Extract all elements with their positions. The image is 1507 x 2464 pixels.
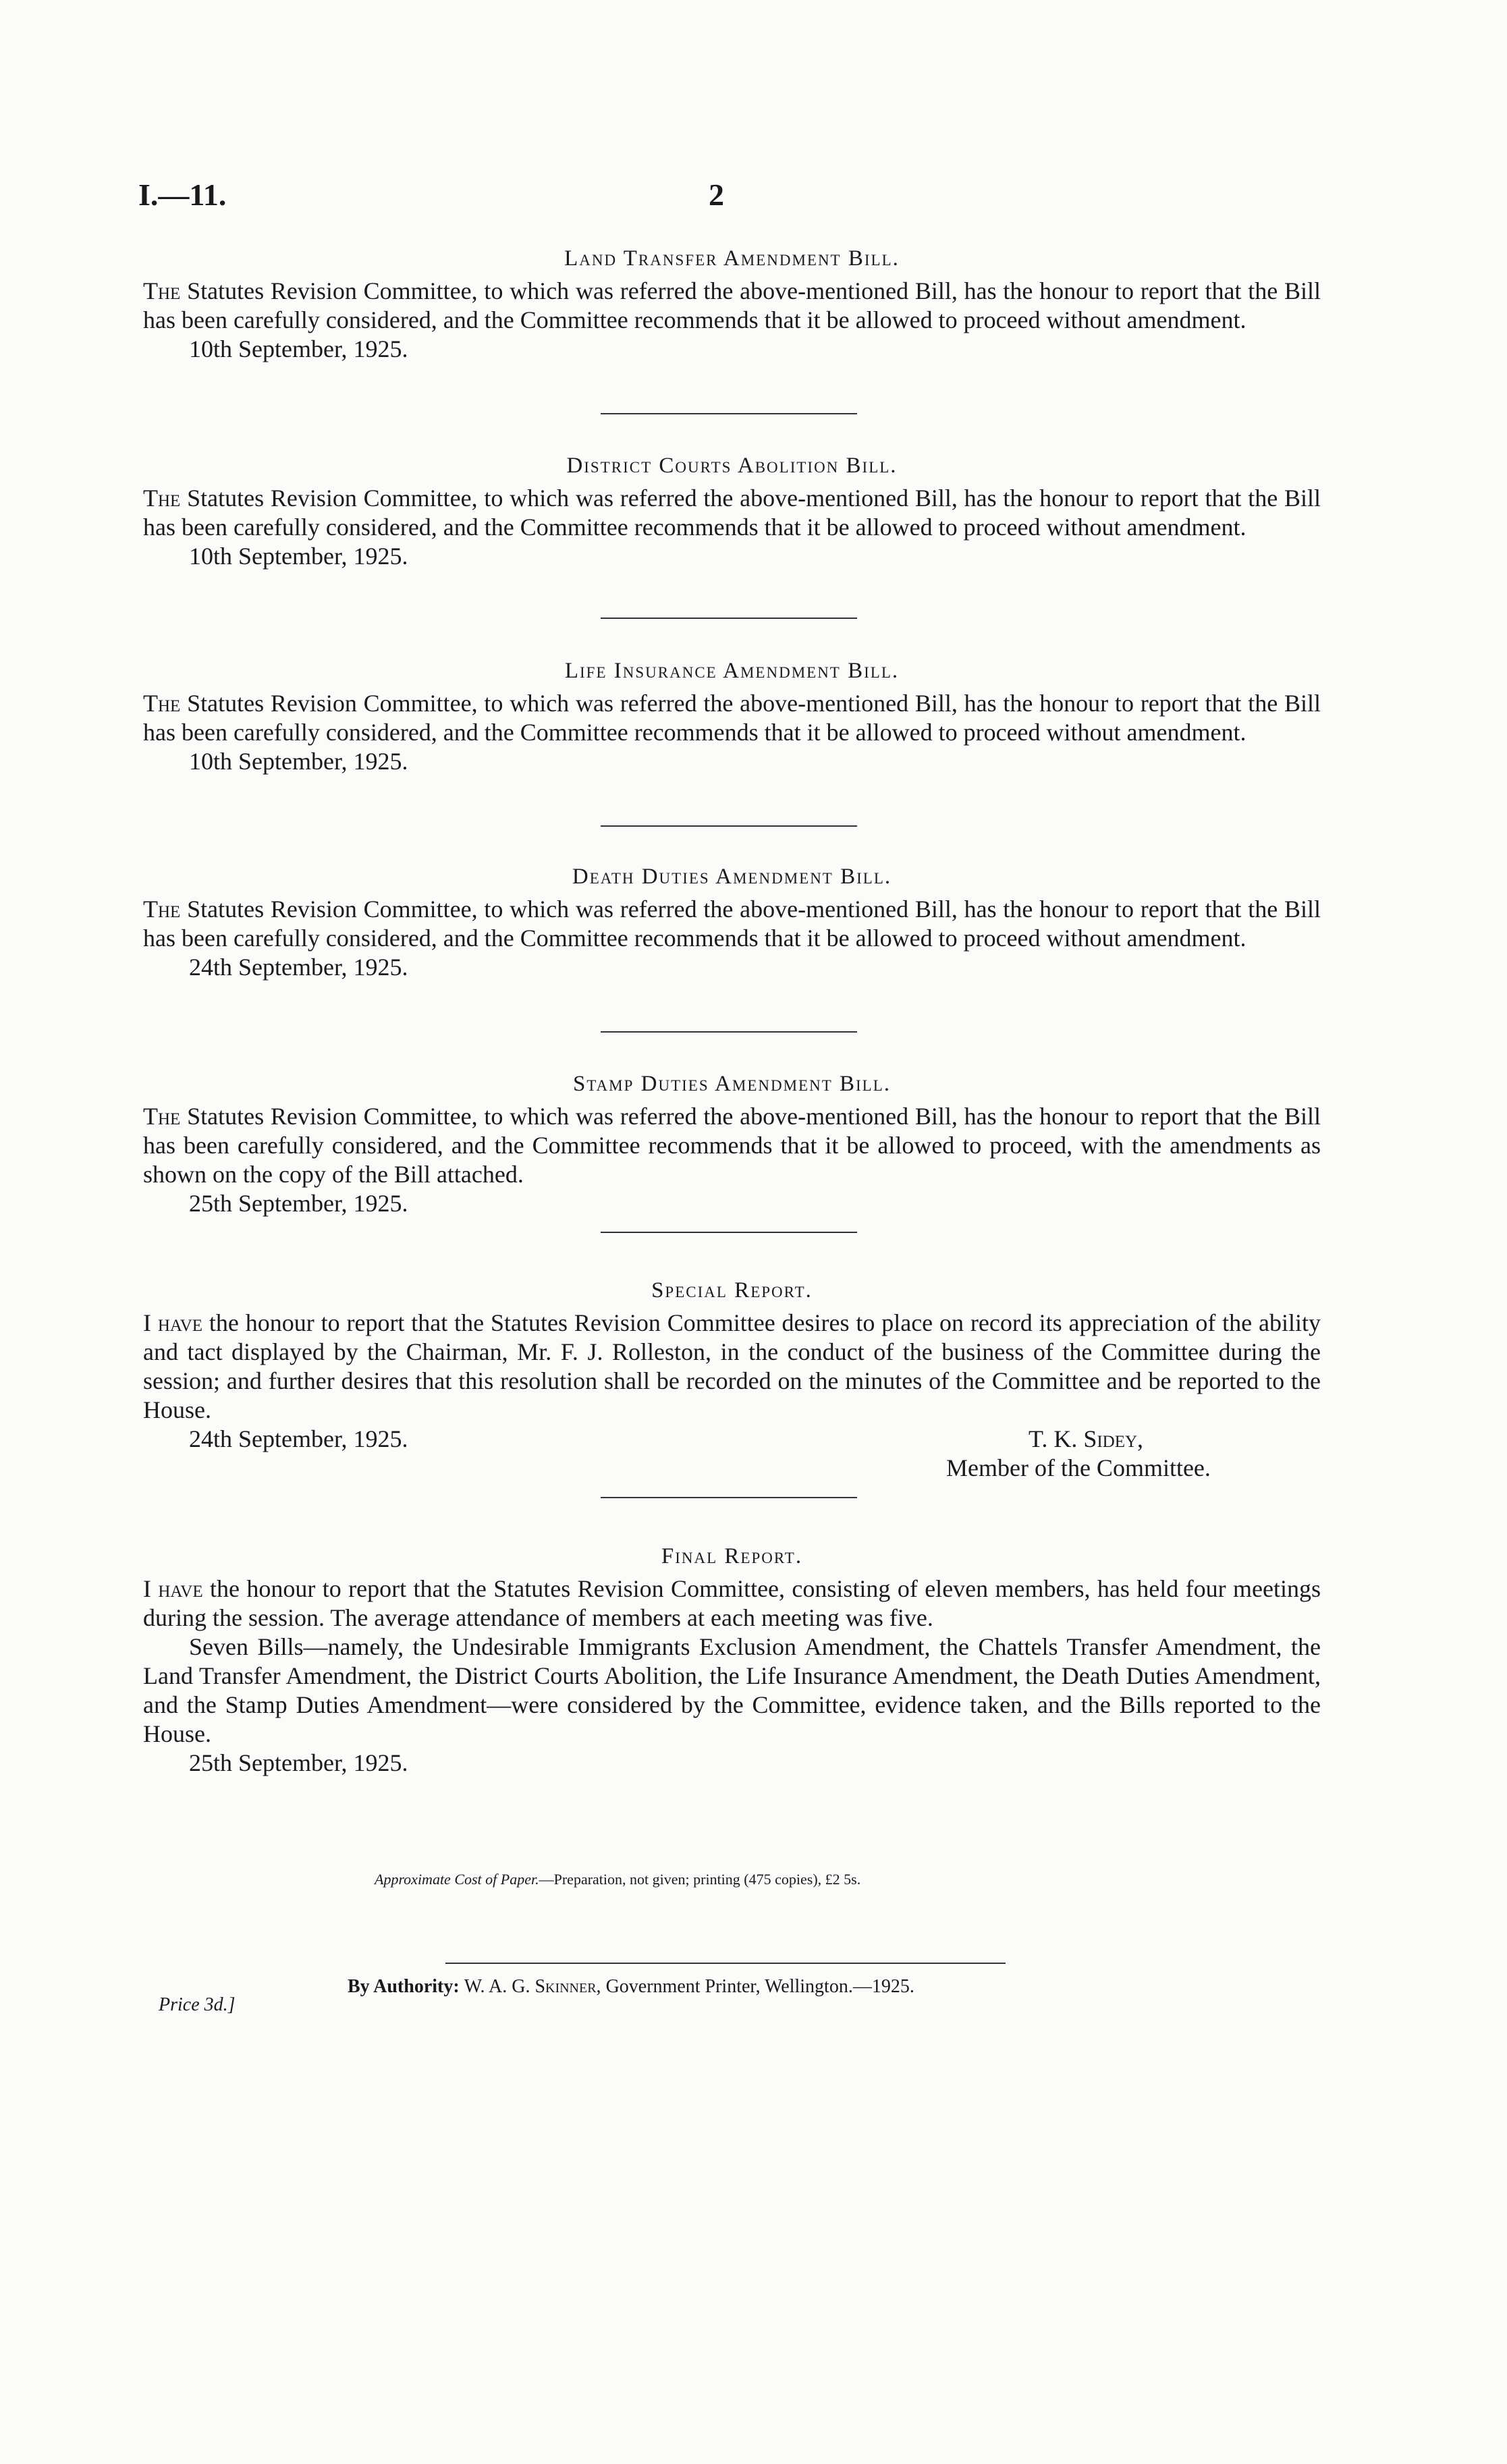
page-number: 2 (709, 177, 724, 212)
section-heading: Final Report. (661, 1544, 803, 1568)
authority-label: By Authority: (348, 1976, 460, 1997)
special-report (143, 1278, 1321, 1483)
section-body (143, 484, 1321, 542)
body-lead: I have (143, 1575, 203, 1602)
body-lead: The (143, 690, 181, 717)
body-lead: The (143, 896, 181, 923)
section-body (143, 1309, 1321, 1425)
body-lead: I have (143, 1309, 203, 1336)
signature-row (143, 1425, 1321, 1454)
section-date: 10th September, 1925. (189, 335, 408, 362)
divider-rule (601, 1031, 857, 1033)
body-lead: The (143, 1103, 181, 1130)
section-body-2: Seven Bills—namely, the Undesirable Immigrants Exclusion Amendment, the Chattels Transfer Amendment, the Land Transfer Amendment, the District Courts Abolition, the Life Insurance Amendment, the Death Duties Amendment, and the Stamp Duties Amendment—were considered by the Committee, evidence taken, and the Bills reported to the House. (143, 1633, 1321, 1747)
body-text: Statutes Revision Committee, to which was referred the above-mentioned Bill, has the honour to report that the Bill has been carefully considered, and the Committee recommends that it be allowed to proceed without amendment. (143, 485, 1321, 541)
section-date: 24th September, 1925. (189, 954, 408, 981)
divider-rule (601, 825, 857, 827)
divider-rule (601, 413, 857, 414)
body-lead: The (143, 485, 181, 512)
divider-rule (601, 1497, 857, 1498)
section-date: 25th September, 1925. (189, 1190, 408, 1217)
body-text: the honour to report that the Statutes Revision Committee, consisting of eleven members, has held four meetings during the session. The average attendance of members at each meeting was five. (143, 1575, 1321, 1631)
report-death-duties (143, 865, 1321, 982)
report-district-courts (143, 454, 1321, 571)
price-note: Price 3d.] (159, 1994, 236, 2015)
section-heading: Life Insurance Amendment Bill. (564, 659, 900, 683)
body-text: Statutes Revision Committee, to which was referred the above-mentioned Bill, has the honour to report that the Bill has been carefully considered, and the Committee recommends that it be allowed to proceed without amendment. (143, 277, 1321, 333)
printer-name: W. A. G. Skinner, (464, 1976, 601, 1997)
section-heading: District Courts Abolition Bill. (566, 454, 898, 478)
report-stamp-duties (143, 1072, 1321, 1218)
section-heading: Land Transfer Amendment Bill. (564, 246, 900, 271)
cost-text: —Preparation, not given; printing (475 copies), £2 5s. (539, 1871, 861, 1888)
section-body (143, 689, 1321, 747)
section-date: 10th September, 1925. (189, 543, 408, 570)
cost-label: Approximate Cost of Paper. (375, 1871, 539, 1888)
signatory-name: T. K. Sidey, (1029, 1425, 1144, 1452)
section-body (143, 1102, 1321, 1189)
body-text: the honour to report that the Statutes Revision Committee desires to place on record its appreciation of the ability and tact displayed by the Chairman, Mr. F. J. Rolleston, in the conduct of the business of the Committee during the session; and further desires that this resolution shall be recorded on the minutes of the Committee and be reported to the House. (143, 1309, 1321, 1423)
body-text: Statutes Revision Committee, to which was referred the above-mentioned Bill, has the honour to report that the Bill has been carefully considered, and the Committee recommends that it be allowed to proceed, with the amendments as shown on the copy of the Bill attached. (143, 1103, 1321, 1188)
printer-rest: Government Printer, Wellington.—1925. (601, 1976, 914, 1997)
body-text: Statutes Revision Committee, to which was referred the above-mentioned Bill, has the honour to report that the Bill has been carefully considered, and the Committee recommends that it be allowed to proceed without amendment. (143, 690, 1321, 746)
report-land-transfer (143, 246, 1321, 364)
section-body (143, 277, 1321, 335)
section-heading: Death Duties Amendment Bill. (572, 865, 892, 889)
divider-rule (601, 1232, 857, 1233)
section-heading: Stamp Duties Amendment Bill. (572, 1072, 892, 1096)
section-date: 24th September, 1925. (189, 1425, 408, 1452)
section-date: 10th September, 1925. (189, 748, 408, 775)
footer-rule (445, 1963, 1006, 1964)
cost-note (375, 1871, 1184, 1888)
page-header (138, 177, 1421, 224)
paper-number: I.—11. (138, 177, 227, 212)
section-heading: Special Report. (651, 1278, 813, 1303)
section-date: 25th September, 1925. (189, 1749, 408, 1776)
divider-rule (601, 618, 857, 619)
section-body (143, 895, 1321, 953)
body-lead: The (143, 277, 181, 304)
signatory-title: Member of the Committee. (946, 1454, 1211, 1481)
final-report (143, 1544, 1321, 1778)
report-life-insurance (143, 659, 1321, 776)
body-text: Statutes Revision Committee, to which was referred the above-mentioned Bill, has the honour to report that the Bill has been carefully considered, and the Committee recommends that it be allowed to proceed without amendment. (143, 896, 1321, 952)
authority-line (348, 1976, 1157, 1998)
section-body (143, 1575, 1321, 1633)
